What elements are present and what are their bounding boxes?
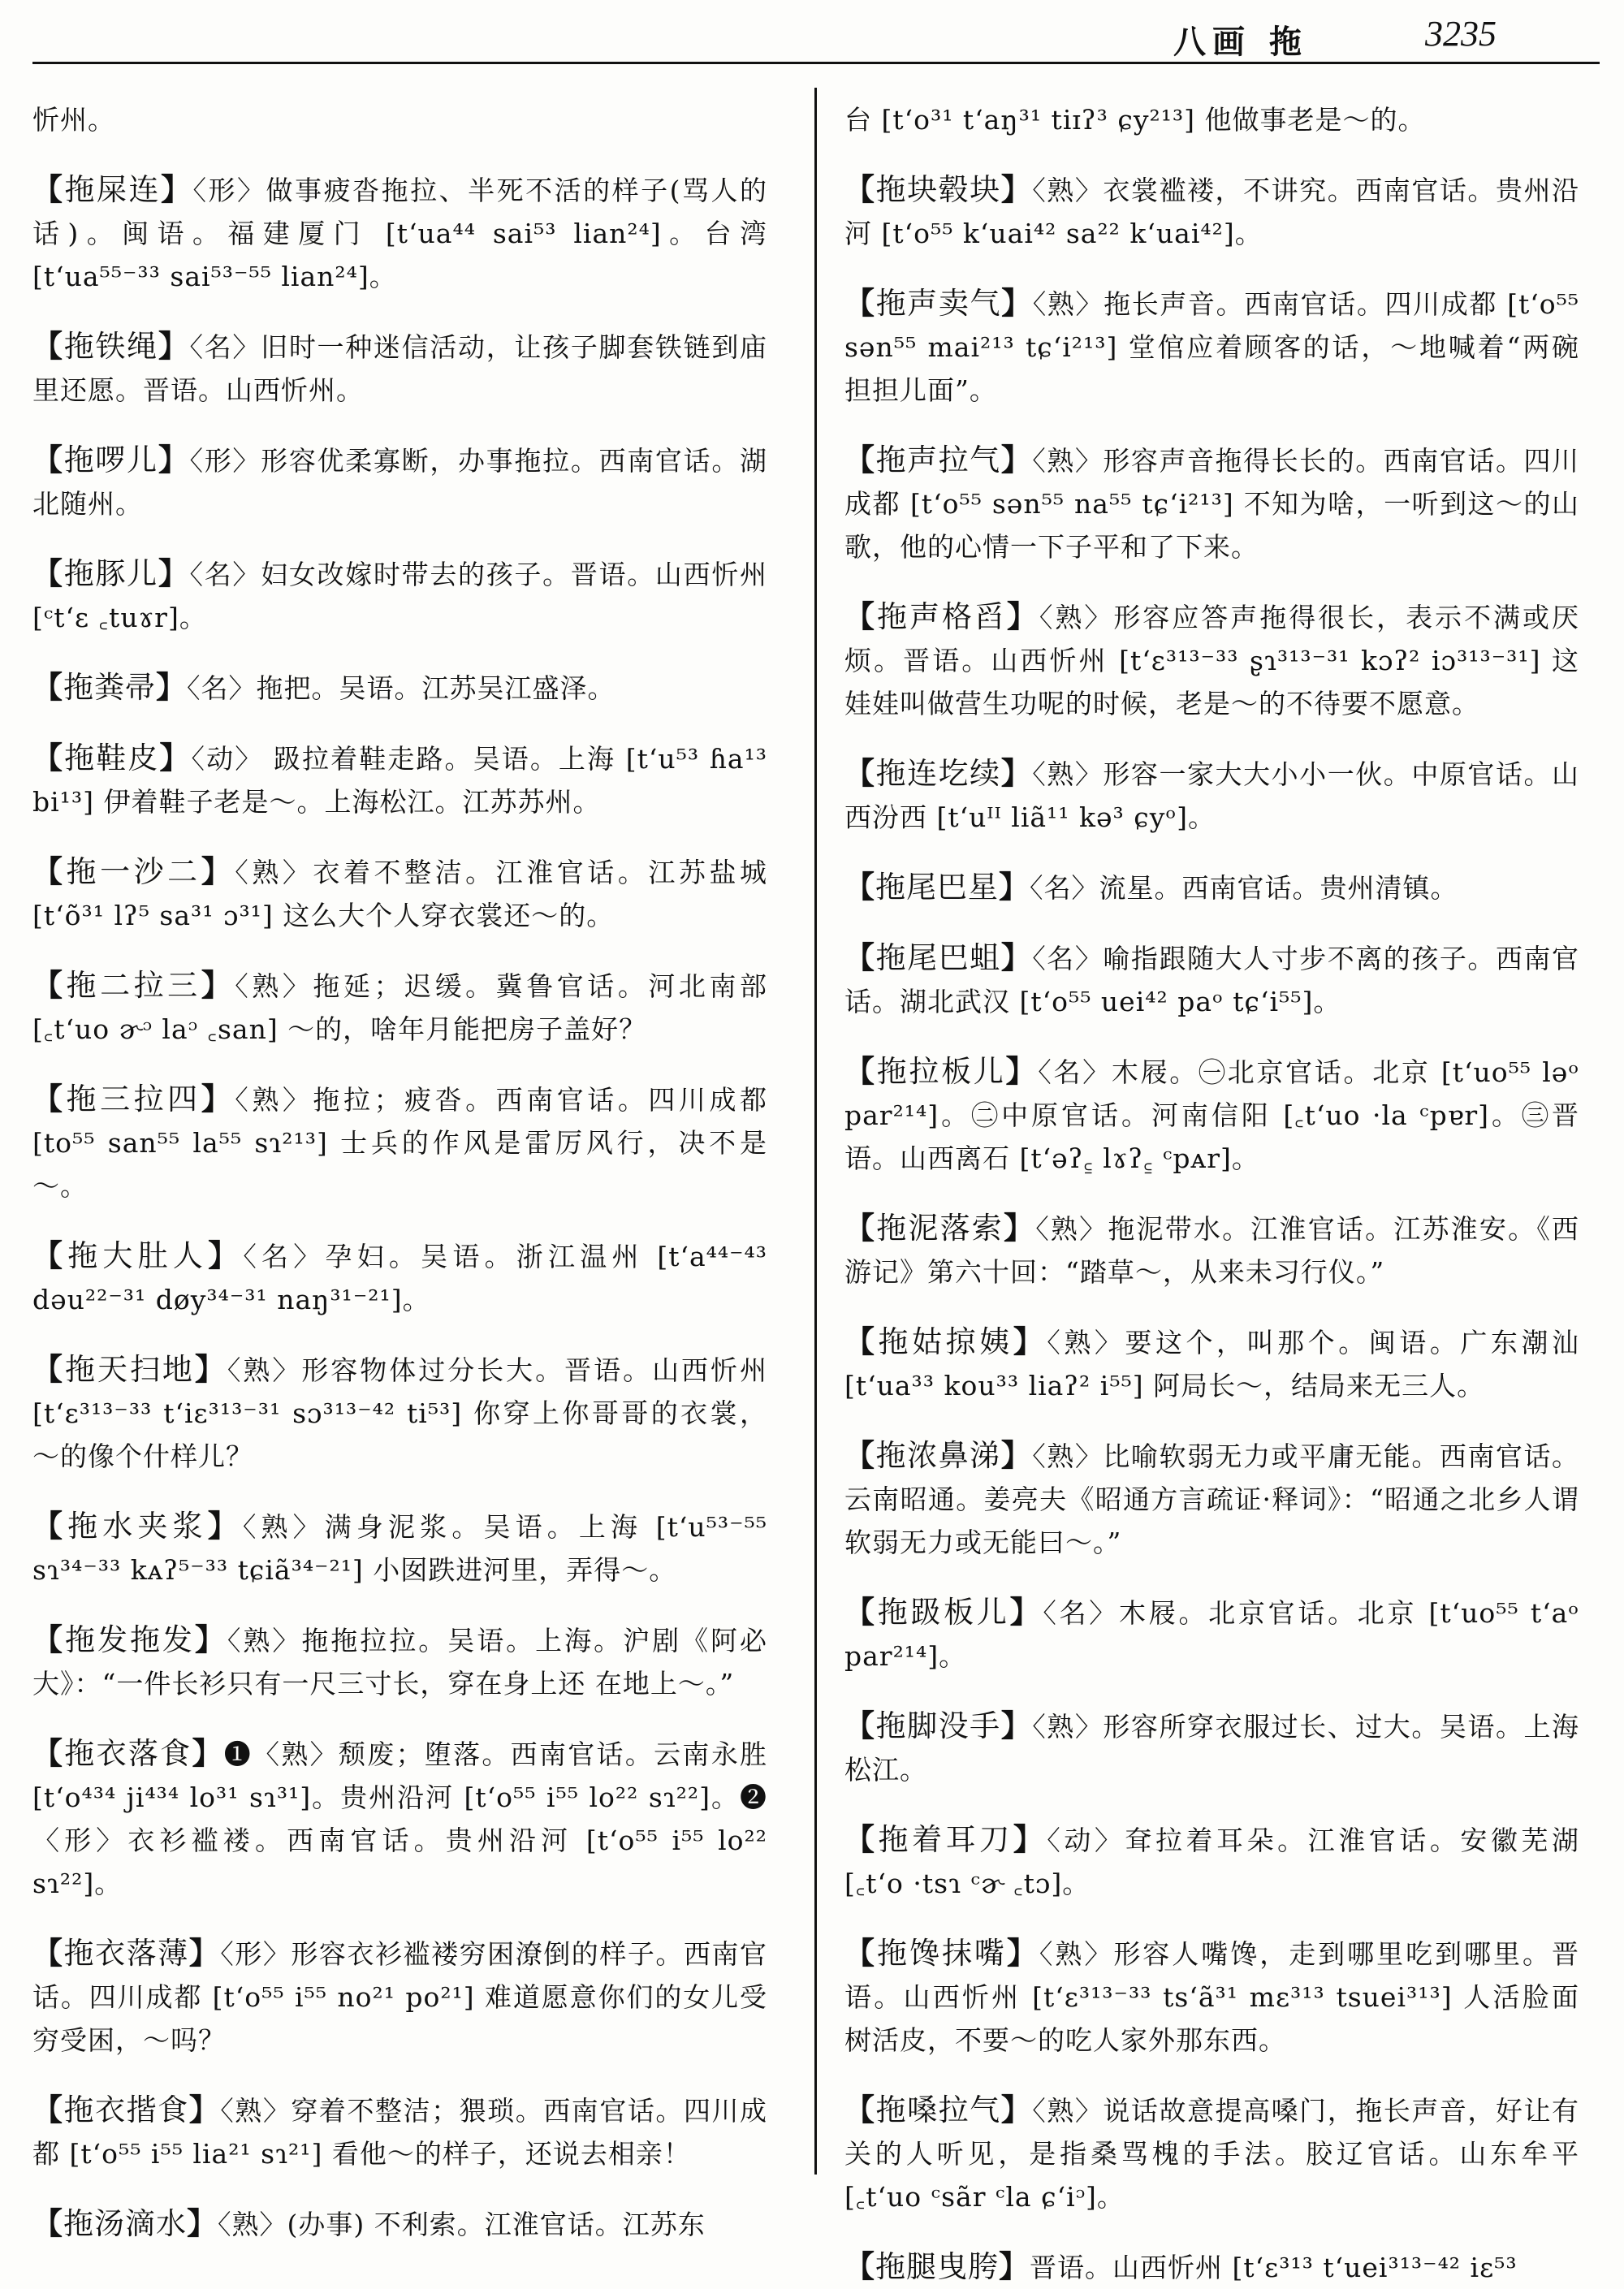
entry-definition: 〈名〉木屐。北京官话。北京 [t‘uo⁵⁵ t‘aᵒ par²¹⁴]。 bbox=[844, 1597, 1580, 1672]
right-column bbox=[844, 71, 1580, 2284]
entry-definition: 〈熟〉比喻软弱无力或平庸无能。西南官话。云南昭通。姜亮夫《昭通方言疏证·释词》：“昭通之北乡人谓软弱无力或无能曰～。” bbox=[844, 1440, 1580, 1558]
entry-headword: 【拖声卖气】 bbox=[844, 286, 1033, 321]
entry-definition: 〈熟〉形容一家大大小小一伙。中原官话。山西汾西 [t‘uᴵᴵ liã¹¹ kə³ ɕyᵒ]。 bbox=[844, 758, 1580, 833]
entry-headword: 【拖声拉气】 bbox=[844, 443, 1033, 477]
entry-headword: 【拖豚儿】 bbox=[32, 556, 190, 591]
entry-headword: 【拖三拉四】 bbox=[32, 1082, 235, 1116]
entry-definition: ❶〈熟〉颓废；堕落。西南官话。云南永胜 [t‘o⁴³⁴ ji⁴³⁴ lo³¹ sɿ³¹]。贵州沿河 [t‘o⁵⁵ i⁵⁵ lo²² sɿ²²]。❷〈形〉衣衫褴褛。西南官话。贵州沿河 [t‘o⁵⁵ i⁵⁵ lo²² sɿ²²]。 bbox=[32, 1738, 768, 1899]
entry-headword: 【拖泥落索】 bbox=[844, 1211, 1036, 1246]
dictionary-entry bbox=[844, 595, 1579, 725]
dictionary-entry bbox=[32, 168, 767, 298]
dictionary-entry bbox=[32, 2088, 767, 2175]
dictionary-entry bbox=[32, 1234, 767, 1321]
dictionary-entry bbox=[844, 282, 1579, 412]
entry-definition: 〈名〉旧时一种迷信活动，让孩子脚套铁链到庙里还愿。晋语。山西忻州。 bbox=[32, 331, 768, 406]
dictionary-entry bbox=[844, 1818, 1579, 1905]
dictionary-entry bbox=[32, 1348, 767, 1478]
entry-definition: 〈熟〉拖拖拉拉。吴语。上海。沪剧《阿必大》：“一件长衫只有一尺三寸长，穿在身上还 在地上～。” bbox=[32, 1625, 768, 1699]
entry-headword: 【拖铁绳】 bbox=[32, 329, 190, 364]
entry-headword: 【拖天扫地】 bbox=[32, 1352, 227, 1387]
entry-continuation bbox=[844, 98, 1579, 141]
dictionary-entry bbox=[844, 1704, 1579, 1791]
entry-definition: 台 [t‘o³¹ t‘aŋ³¹ tiɪʔ³ ɕy²¹³] 他做事老是～的。 bbox=[844, 104, 1426, 136]
entry-definition: 〈熟〉衣裳褴褛，不讲究。西南官话。贵州沿河 [t‘o⁵⁵ k‘uai⁴² sa²² k‘uai⁴²]。 bbox=[844, 175, 1580, 249]
dictionary-entry bbox=[32, 438, 767, 525]
entry-definition: 〈熟〉(办事) 不利索。江淮官话。江苏东 bbox=[218, 2209, 706, 2240]
entry-headword: 【拖馋抹嘴】 bbox=[844, 1936, 1039, 1971]
entry-definition: 〈熟〉拖泥带水。江淮官话。江苏淮安。《西游记》第六十回：“踏草～，从来未习行仪。” bbox=[844, 1213, 1580, 1288]
entry-definition: 〈熟〉形容所穿衣服过长、过大。吴语。上海松江。 bbox=[844, 1711, 1580, 1786]
entry-headword: 【拖水夹浆】 bbox=[32, 1509, 243, 1544]
dictionary-entry bbox=[844, 1591, 1579, 1678]
dictionary-entry bbox=[32, 1505, 767, 1592]
entry-headword: 【拖连圪续】 bbox=[844, 756, 1033, 791]
entry-headword: 【拖声格舀】 bbox=[844, 599, 1039, 634]
dictionary-entry bbox=[32, 2202, 767, 2246]
entry-headword: 【拖粪帚】 bbox=[32, 670, 187, 705]
entry-definition: 〈名〉拖把。吴语。江苏吴江盛泽。 bbox=[187, 672, 615, 704]
entry-definition: 晋语。山西忻州 [t‘ɛ³¹³ t‘uei³¹³⁻⁴² iɛ⁵³ bbox=[1030, 2252, 1518, 2283]
left-column bbox=[32, 71, 768, 2241]
entry-headword: 【拖屎连】 bbox=[32, 172, 193, 207]
entry-headword: 【拖啰儿】 bbox=[32, 443, 190, 477]
entry-definition: 〈动〉 趿拉着鞋走路。吴语。上海 [t‘u⁵³ ɦa¹³ bi¹³] 伊着鞋子老是～。上海松江。江苏苏州。 bbox=[32, 743, 768, 818]
dictionary-entry bbox=[844, 2088, 1579, 2218]
entry-headword: 【拖趿板儿】 bbox=[844, 1595, 1043, 1630]
entry-definition: 〈名〉流星。西南官话。贵州清镇。 bbox=[1030, 872, 1458, 904]
entry-headword: 【拖二拉三】 bbox=[32, 968, 235, 1003]
entry-definition: 〈名〉孕妇。吴语。浙江温州 [t‘a⁴⁴⁻⁴³ dəu²²⁻³¹ døy³⁴⁻³¹ naŋ³¹⁻²¹]。 bbox=[32, 1241, 767, 1315]
entry-continuation bbox=[32, 98, 767, 141]
dictionary-entry bbox=[32, 964, 767, 1051]
dictionary-entry bbox=[32, 325, 767, 412]
entry-headword: 【拖大肚人】 bbox=[32, 1238, 244, 1273]
dictionary-entry bbox=[844, 2245, 1579, 2289]
entry-headword: 【拖发拖发】 bbox=[32, 1622, 227, 1657]
running-title: 八画 拖 bbox=[1173, 24, 1308, 61]
entry-definition: 〈名〉木屐。㊀北京官话。北京 [t‘uo⁵⁵ ləᵒ par²¹⁴]。㊁中原官话。河南信阳 [꜀t‘uo ·la ᶜpɐr]。㊂晋语。山西离石 [t‘əʔ꜁ lɤʔ꜁ ᶜpᴀr]。 bbox=[844, 1056, 1580, 1174]
header-rule bbox=[32, 62, 1600, 64]
entry-definition: 〈熟〉拖拉；疲沓。西南官话。四川成都 [to⁵⁵ san⁵⁵ la⁵⁵ sɿ²¹³] 士兵的作风是雷厉风行，决不是～。 bbox=[32, 1084, 768, 1202]
dictionary-entry bbox=[844, 936, 1579, 1023]
entry-headword: 【拖浓鼻涕】 bbox=[844, 1438, 1033, 1473]
entry-definition: 〈动〉耷拉着耳朵。江淮官话。安徽芜湖 [꜀t‘o ·tsɿ ᶜɚ ꜀tɔ]。 bbox=[844, 1825, 1580, 1899]
entry-definition: 〈熟〉满身泥浆。吴语。上海 [t‘u⁵³⁻⁵⁵ sɿ³⁴⁻³³ kᴀʔ⁵⁻³³ tɕiã³⁴⁻²¹] 小囡跌进河里，弄得～。 bbox=[32, 1511, 768, 1586]
entry-headword: 【拖拉板儿】 bbox=[844, 1054, 1039, 1089]
dictionary-entry bbox=[32, 1732, 767, 1905]
dictionary-entry bbox=[844, 1434, 1579, 1564]
entry-definition: 〈形〉形容优柔寡断，办事拖拉。西南官话。湖北随州。 bbox=[32, 445, 768, 520]
entry-headword: 【拖尾巴蛆】 bbox=[844, 940, 1033, 975]
entry-definition: 〈熟〉衣着不整洁。江淮官话。江苏盐城 [t‘õ³¹ lʔ⁵ sa³¹ ɔ³¹] 这么大个人穿衣裳还～的。 bbox=[32, 857, 768, 931]
dictionary-entry bbox=[844, 438, 1579, 568]
entry-definition: 忻州。 bbox=[32, 104, 115, 136]
dictionary-entry bbox=[32, 552, 767, 639]
dictionary-entry bbox=[844, 1320, 1579, 1407]
entry-headword: 【拖腿曳胯】 bbox=[844, 2249, 1030, 2284]
entry-definition: 〈熟〉形容应答声拖得很长，表示不满或厌烦。晋语。山西忻州 [t‘ɛ³¹³⁻³³ ʂɿ³¹³⁻³¹ kɔʔ² iɔ³¹³⁻³¹] 这娃娃叫做营生功呢的时候，老是～的不待要不愿意。 bbox=[844, 602, 1580, 719]
entry-definition: 〈熟〉说话故意提高嗓门，拖长声音，好让有关的人听见，是指桑骂槐的手法。胶辽官话。山东牟平 [꜀t‘uo ᶜsãr ᶜla ɕ‘iᵓ]。 bbox=[844, 2095, 1580, 2213]
dictionary-entry bbox=[844, 168, 1579, 255]
column-divider bbox=[814, 88, 817, 2175]
entry-headword: 【拖鞋皮】 bbox=[32, 741, 192, 775]
entry-definition: 〈形〉形容衣衫褴褛穷困潦倒的样子。西南官话。四川成都 [t‘o⁵⁵ i⁵⁵ no²¹ po²¹] 难道愿意你们的女儿受穷受困，～吗？ bbox=[32, 1938, 768, 2056]
entry-definition: 〈熟〉拖延；迟缓。冀鲁官话。河北南部 [꜀t‘uo ɚᵓ laᵓ ꜀san] ～的，啥年月能把房子盖好？ bbox=[32, 970, 768, 1045]
entry-definition: 〈熟〉要这个，叫那个。闽语。广东潮汕 [t‘ua³³ kou³³ liaʔ² i⁵⁵] 阿局长～，结局来无三人。 bbox=[844, 1327, 1580, 1401]
entry-headword: 【拖衣落薄】 bbox=[32, 1936, 221, 1971]
entry-definition: 〈熟〉形容人嘴馋，走到哪里吃到哪里。晋语。山西忻州 [t‘ɛ³¹³⁻³³ ts‘ã³¹ mɛ³¹³ tsuei³¹³] 人活脸面树活皮，不要～的吃人家外那东西。 bbox=[844, 1938, 1580, 2056]
entry-headword: 【拖衣揩食】 bbox=[32, 2092, 221, 2127]
dictionary-entry bbox=[32, 736, 767, 823]
entry-definition: 〈熟〉拖长声音。西南官话。四川成都 [t‘o⁵⁵ sən⁵⁵ mai²¹³ tɕ‘i²¹³] 堂倌应着顾客的话，～地喊着“两碗担担儿面”。 bbox=[844, 288, 1580, 406]
page-number: 3235 bbox=[1425, 14, 1497, 54]
entry-headword: 【拖尾巴星】 bbox=[844, 870, 1030, 905]
entry-definition: 〈形〉做事疲沓拖拉、半死不活的样子(骂人的话)。闽语。福建厦门 [t‘ua⁴⁴ sai⁵³ lian²⁴]。台湾 [t‘ua⁵⁵⁻³³ sai⁵³⁻⁵⁵ lian²⁴]。 bbox=[32, 175, 768, 292]
entry-headword: 【拖脚没手】 bbox=[844, 1708, 1033, 1743]
entry-definition: 〈熟〉穿着不整洁；猥琐。西南官话。四川成都 [t‘o⁵⁵ i⁵⁵ lia²¹ sɿ²¹] 看他～的样子，还说去相亲！ bbox=[32, 2095, 768, 2170]
dictionary-entry bbox=[844, 1050, 1579, 1180]
entry-headword: 【拖块毂块】 bbox=[844, 172, 1033, 207]
dictionary-entry bbox=[32, 666, 767, 710]
entry-definition: 〈名〉妇女改嫁时带去的孩子。晋语。山西忻州 [ᶜt‘ɛ ꜀tuɤr]。 bbox=[32, 559, 768, 633]
entry-headword: 【拖汤滴水】 bbox=[32, 2206, 218, 2241]
page-header bbox=[0, 0, 1624, 61]
dictionary-entry bbox=[844, 1932, 1579, 2062]
entry-definition: 〈熟〉形容声音拖得长长的。西南官话。四川成都 [t‘o⁵⁵ sən⁵⁵ na⁵⁵ tɕ‘i²¹³] 不知为啥，一听到这～的山歌，他的心情一下子平和了下来。 bbox=[844, 445, 1580, 563]
dictionary-entry bbox=[844, 1207, 1579, 1294]
entry-headword: 【拖嗓拉气】 bbox=[844, 2092, 1033, 2127]
dictionary-entry bbox=[32, 1932, 767, 2062]
dictionary-entry bbox=[32, 850, 767, 937]
dictionary-entry bbox=[32, 1078, 767, 1207]
dictionary-entry bbox=[844, 866, 1579, 909]
dictionary-entry bbox=[32, 1618, 767, 1705]
entry-headword: 【拖姑掠姨】 bbox=[844, 1324, 1047, 1359]
dictionary-entry bbox=[844, 752, 1579, 839]
entry-headword: 【拖衣落食】 bbox=[32, 1736, 224, 1771]
entry-headword: 【拖着耳刀】 bbox=[844, 1822, 1047, 1857]
entry-headword: 【拖一沙二】 bbox=[32, 854, 235, 889]
entry-definition: 〈熟〉形容物体过分长大。晋语。山西忻州 [t‘ɛ³¹³⁻³³ t‘iɛ³¹³⁻³¹ sɔ³¹³⁻⁴² ti⁵³] 你穿上你哥哥的衣裳，～的像个什样儿？ bbox=[32, 1354, 768, 1472]
entry-definition: 〈名〉喻指跟随大人寸步不离的孩子。西南官话。湖北武汉 [t‘o⁵⁵ uei⁴² paᵒ tɕ‘i⁵⁵]。 bbox=[844, 943, 1580, 1017]
